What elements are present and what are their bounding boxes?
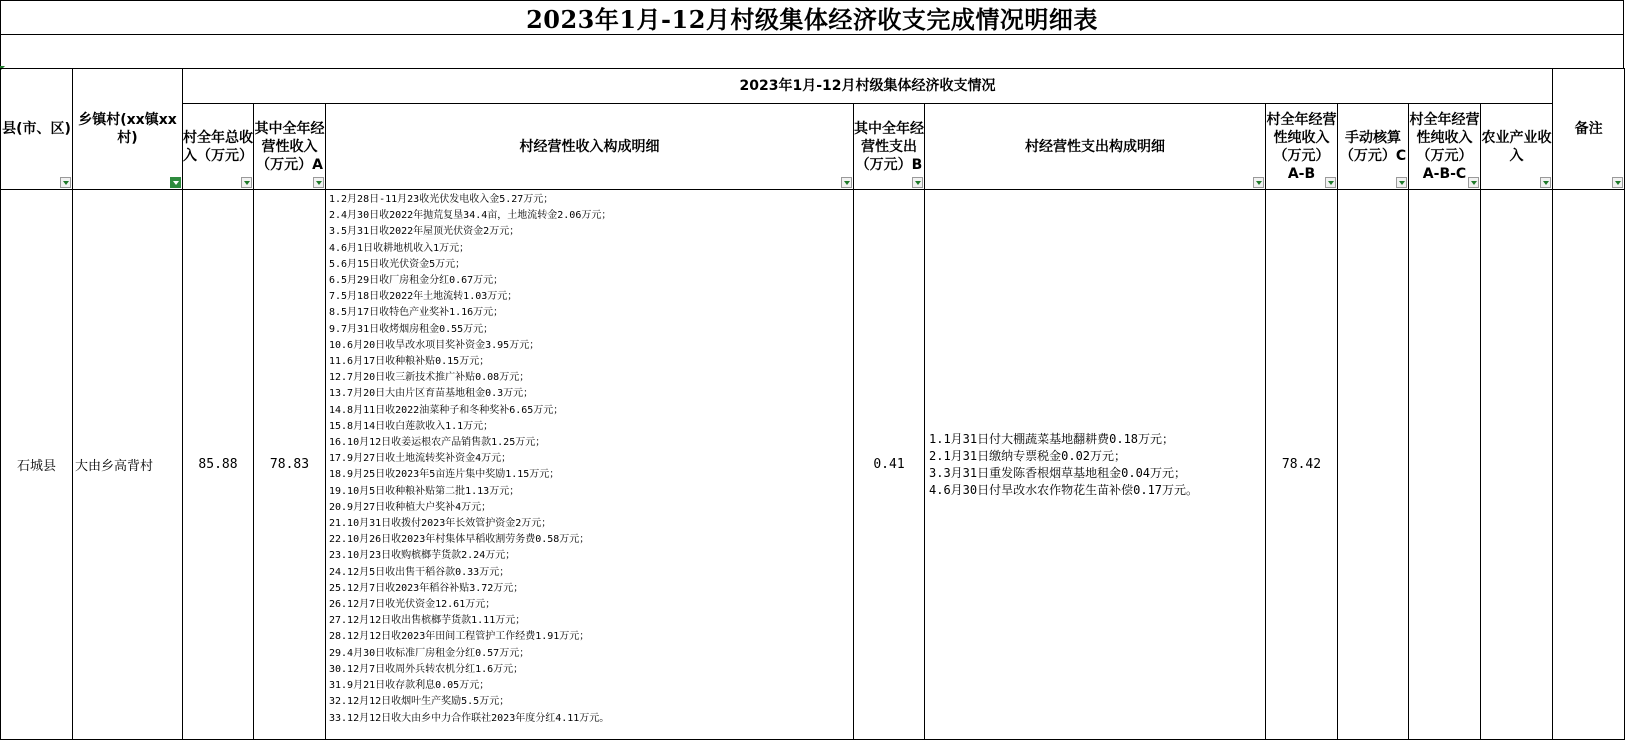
filter-dropdown-icon[interactable] [241,177,252,188]
header-county-label: 县(市、区) [2,121,71,137]
filter-dropdown-icon[interactable] [1396,177,1407,188]
header-village[interactable] [73,69,183,190]
header-village-label: 乡镇村(xx镇xx村) [78,112,177,146]
header-operating-income-label: 其中全年经营性收入（万元）A [254,120,325,173]
cell-income-detail[interactable] [326,190,854,740]
income-item: 19.10月5日收种粮补贴第二批1.13万元； [329,485,520,497]
header-net-income-abc-label: 村全年经营性纯收入（万元）A-B-C [1409,111,1480,182]
filter-dropdown-icon[interactable] [1253,177,1264,188]
expense-item: 4.6月30日付旱改水农作物花生苗补偿0.17万元。 [929,482,1199,497]
header-remarks-label: 备注 [1574,121,1603,137]
income-item: 26.12月7日收光伏资金12.61万元； [329,599,496,611]
cell-net-income-ab[interactable]: 78.42 [1266,190,1338,740]
cell-county[interactable]: 石城县 [1,190,73,740]
cell-operating-expense[interactable]: 0.41 [854,190,925,740]
header-manual-check[interactable] [1338,104,1409,190]
income-item: 3.5月31日收2022年屋顶光伏资金2万元； [329,226,520,238]
header-remarks[interactable] [1553,69,1625,190]
income-item: 1.2月28日-11月23收光伏发电收入金5.27万元； [329,194,554,205]
sheet-title: 2023年1月-12月村级集体经济收支完成情况明细表 [0,0,1624,35]
income-item: 16.10月12日收姜运根农产品销售款1.25万元； [329,437,546,449]
header-net-income-ab[interactable] [1266,104,1338,190]
filter-dropdown-icon[interactable] [912,177,923,188]
header-county[interactable] [1,69,73,190]
cell-total-income[interactable]: 85.88 [183,190,254,740]
income-item: 4.6月1日收耕地机收入1万元； [329,242,470,254]
income-item: 22.10月26日收2023年村集体早稻收割劳务费0.58万元； [329,534,590,546]
header-operating-expense-label: 其中全年经营性支出（万元）B [854,120,924,173]
header-operating-expense[interactable] [854,104,925,190]
header-operating-income[interactable] [254,104,326,190]
cell-village[interactable]: 大由乡高背村 [73,190,183,740]
header-total-income[interactable] [183,104,254,190]
income-item: 17.9月27日收土地流转奖补资金4万元； [329,453,512,465]
filter-dropdown-icon[interactable] [1468,177,1479,188]
income-item: 31.9月21日收存款利息0.05万元； [329,680,490,692]
income-item: 21.10月31日收拨付2023年长效管护资金2万元； [329,518,552,530]
income-item: 25.12月7日收2023年稻谷补贴3.72万元； [329,582,524,594]
header-manual-check-label: 手动核算（万元）C [1339,129,1407,164]
filter-dropdown-icon[interactable] [313,177,324,188]
income-item: 33.12月12日收大由乡中力合作联社2023年度分红4.11万元。 [329,712,610,724]
income-item: 24.12月5日收出售干稻谷款0.33万元； [329,566,510,578]
filter-dropdown-icon[interactable] [1540,177,1551,188]
filter-dropdown-icon[interactable] [60,177,71,188]
filter-dropdown-icon[interactable] [1325,177,1336,188]
income-item: 32.12月12日收烟叶生产奖励5.5万元； [329,696,510,708]
expense-item-list [929,431,1265,499]
income-item: 10.6月20日收旱改水项目奖补资金3.95万元； [329,339,540,351]
income-item: 8.5月17日收特色产业奖补1.16万元； [329,307,504,319]
income-item: 14.8月11日收2022油菜种子和冬种奖补6.65万元； [329,404,564,416]
income-item: 18.9月25日收2023年5亩连片集中奖励1.15万元； [329,469,560,481]
cell-agri-income[interactable] [1481,190,1553,740]
filter-dropdown-icon[interactable] [1612,177,1623,188]
filter-dropdown-icon[interactable] [841,177,852,188]
income-item: 23.10月23日收购槟榔芋货款2.24万元； [329,550,516,562]
header-agri-income-label: 农业产业收入 [1481,129,1552,164]
table-row [1,190,1625,740]
income-item: 15.8月14日收白莲款收入1.1万元； [329,420,494,432]
header-total-income-label: 村全年总收入（万元） [183,129,253,164]
income-item: 28.12月12日收2023年田间工程管护工作经费1.91万元； [329,631,590,643]
income-item: 7.5月18日收2022年土地流转1.03万元； [329,291,518,303]
group-header[interactable]: 2023年1月-12月村级集体经济收支情况 [183,69,1553,104]
income-item: 2.4月30日收2022年抛荒复垦34.4亩，土地流转金2.06万元； [329,210,612,222]
income-item: 12.7月20日收三新技术推广补贴0.08万元； [329,372,530,384]
income-item: 9.7月31日收烤烟房租金0.55万元； [329,323,494,335]
blank-row[interactable] [0,35,1624,68]
income-item: 27.12月12日收出售槟榔芋货款1.11万元； [329,615,526,627]
cell-net-income-abc[interactable] [1409,190,1481,740]
header-income-detail-label: 村经营性收入构成明细 [519,138,660,155]
income-item: 29.4月30日收标准厂房租金分红0.57万元； [329,647,530,659]
expense-item: 1.1月31日付大棚蔬菜基地翻耕费0.18万元； [929,431,1175,446]
income-item: 13.7月20日大由片区育苗基地租金0.3万元； [329,388,534,400]
header-expense-detail-label: 村经营性支出构成明细 [1025,138,1165,155]
income-item-list [329,192,853,727]
expense-item: 3.3月31日重发陈香根烟草基地租金0.04万元； [929,465,1187,480]
header-income-detail[interactable] [326,104,854,190]
summary-table [0,68,1625,740]
cell-operating-income[interactable]: 78.83 [254,190,326,740]
income-item: 5.6月15日收光伏资金5万元； [329,258,466,270]
cell-manual-check[interactable] [1338,190,1409,740]
income-item: 20.9月27日收种植大户奖补4万元； [329,501,492,513]
expense-item: 2.1月31日缴纳专票税金0.02万元； [929,448,1127,463]
header-expense-detail[interactable] [925,104,1266,190]
cell-remarks[interactable] [1553,190,1625,740]
income-item: 11.6月17日收种粮补贴0.15万元； [329,356,490,368]
cell-expense-detail[interactable] [925,190,1266,740]
header-agri-income[interactable] [1481,104,1553,190]
header-net-income-ab-label: 村全年经营性纯收入（万元）A-B [1266,111,1337,182]
active-filter-icon[interactable] [170,177,181,188]
header-net-income-abc[interactable] [1409,104,1481,190]
income-item: 30.12月7日收周外兵转农机分红1.6万元； [329,663,524,675]
income-item: 6.5月29日收厂房租金分红0.67万元； [329,275,504,287]
